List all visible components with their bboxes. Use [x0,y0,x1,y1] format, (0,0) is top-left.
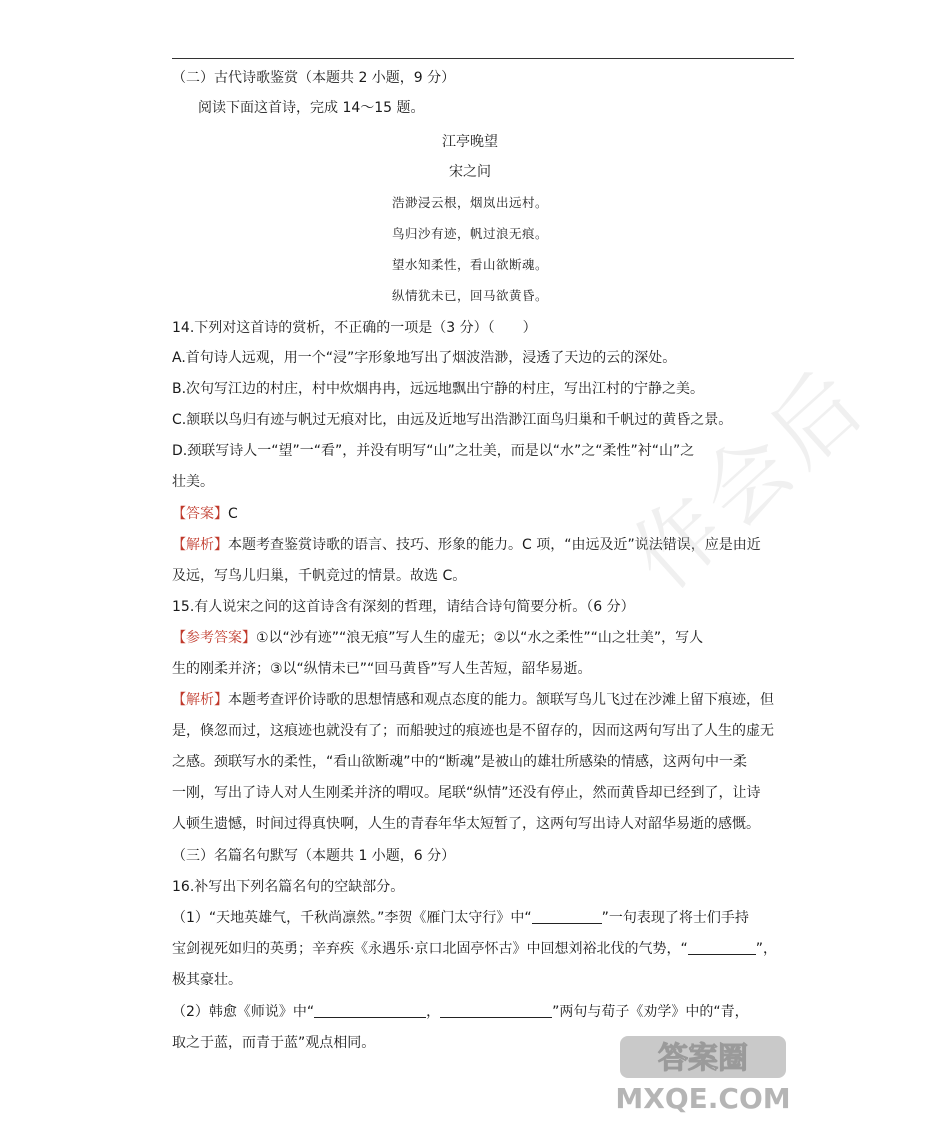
header-rule [172,58,794,59]
site-logo [615,1032,791,1115]
q14-answer [172,504,238,524]
analysis-text: 本题考查鉴赏诗歌的语言、技巧、形象的能力。C 项，“由远及近”说法错误，应是由近 [228,537,761,553]
answer-tag: 【答案】 [172,506,228,522]
analysis-tag: 【解析】 [172,692,228,708]
poem-line-4: 纵情犹未已，回马欲黄昏。 [391,288,548,303]
poem-line-1: 浩渺浸云根，烟岚出远村。 [391,195,548,210]
reference-answer-tag: 【参考答案】 [172,630,256,646]
answer-value: C [228,506,238,522]
q16-part-1-text-d: ”， [755,941,777,957]
analysis-text: 本题考查评价诗歌的思想情感和观点态度的能力。颔联写鸟儿飞过在沙滩上留下痕迹，但 [228,692,774,708]
q15-analysis-cont-2: 之感。颈联写水的柔性，“看山欲断魂”中的“断魂”是被山的雄壮所感染的情感，这两句中一柔 [172,754,748,770]
poem-line-3: 望水知柔性，看山欲断魂。 [391,257,548,272]
q14-option-b: B.次句写江边的村庄，村中炊烟冉冉，远远地飘出宁静的村庄，写出江村的宁静之美。 [172,381,705,397]
section-3-title: （三）名篇名句默写（本题共 1 小题，6 分） [172,848,456,864]
instruction: 阅读下面这首诗，完成 14～15 题。 [198,100,425,116]
blank-2[interactable] [688,940,756,955]
blank-4[interactable] [440,1003,552,1018]
q16-part-1-end: 极其豪壮。 [172,972,242,988]
blank-3[interactable] [314,1003,426,1018]
logo-top-text: 答案圈 [658,1041,748,1076]
section-2-title: （二）古代诗歌鉴赏（本题共 2 小题，9 分） [172,70,456,86]
q16-part-2 [172,1002,749,1022]
q15-reference-answer [172,628,703,648]
poem-line-2: 鸟归沙有迹，帆过浪无痕。 [391,226,548,241]
q14-option-d-cont: 壮美。 [172,474,214,490]
q16-part-2-text: （2）韩愈《师说》中“ [172,1004,315,1020]
q15-stem: 15.有人说宋之问的这首诗含有深刻的哲理，请结合诗句简要分析。（6 分） [172,599,635,615]
q16-stem: 16.补写出下列名篇名句的空缺部分。 [172,879,405,895]
q15-analysis-cont-1: 是，倏忽而过，这痕迹也就没有了；而船驶过的痕迹也是不留存的，因而这两句写出了人生的虚无 [172,723,774,739]
q16-part-1-cont [172,939,777,959]
logo-bottom-text: MXQE.COM [615,1082,791,1115]
q15-reference-answer-cont: 生的刚柔并济；③以“纵情未已”“回马黄昏”写人生苦短，韶华易逝。 [172,661,592,677]
blank-1[interactable] [532,909,602,924]
q16-part-2-text-b: ”两句与荀子《劝学》中的“青， [552,1004,749,1020]
q14-option-d: D.颈联写诗人一“望”一“看”，并没有明写“山”之壮美，而是以“水”之“柔性”衬“山”之 [172,443,695,459]
q16-part-1-text-c: 宝剑视死如归的英勇；辛弃疾《永遇乐·京口北固亭怀古》中回想刘裕北伐的气势，“ [172,941,688,957]
q14-option-c: C.颔联以鸟归有迹与帆过无痕对比，由远及近地写出浩渺江面鸟归巢和千帆过的黄昏之景。 [172,412,733,428]
q16-part-1-text-b: ”一句表现了将士们手持 [601,910,749,926]
poem-title: 江亭晚望 [442,134,498,150]
watermark: 作会后 [613,350,886,610]
q14-analysis-cont: 及远，写鸟儿归巢，千帆竞过的情景。故选 C。 [172,568,467,584]
q15-analysis-cont-3: 一刚，写出了诗人对人生刚柔并济的喟叹。尾联“纵情”还没有停止，然而黄昏却已经到了，让诗 [172,785,761,801]
q16-part-1-text: （1）“天地英雄气，千秋尚凛然。”李贺《雁门太守行》中“ [172,910,532,926]
q15-analysis-cont-4: 人顿生遗憾，时间过得真快啊，人生的青春年华太短暂了，这两句写出诗人对韶华易逝的感慨。 [172,816,760,832]
q14-stem: 14.下列对这首诗的赏析，不正确的一项是（3 分）（ ） [172,320,537,336]
q14-option-a: A.首句诗人远观，用一个“浸”字形象地写出了烟波浩渺，浸透了天边的云的深处。 [172,350,677,366]
q16-part-1 [172,908,749,928]
poem-author: 宋之问 [449,164,491,180]
q16-part-2-cont: 取之于蓝，而青于蓝”观点相同。 [172,1035,376,1051]
reference-answer-text: ①以“沙有迹”“浪无痕”写人生的虚无；②以“水之柔性”“山之壮美”，写人 [256,630,704,646]
q15-analysis [172,690,774,710]
q16-part-2-sep: ， [426,1004,441,1020]
analysis-tag: 【解析】 [172,537,228,553]
